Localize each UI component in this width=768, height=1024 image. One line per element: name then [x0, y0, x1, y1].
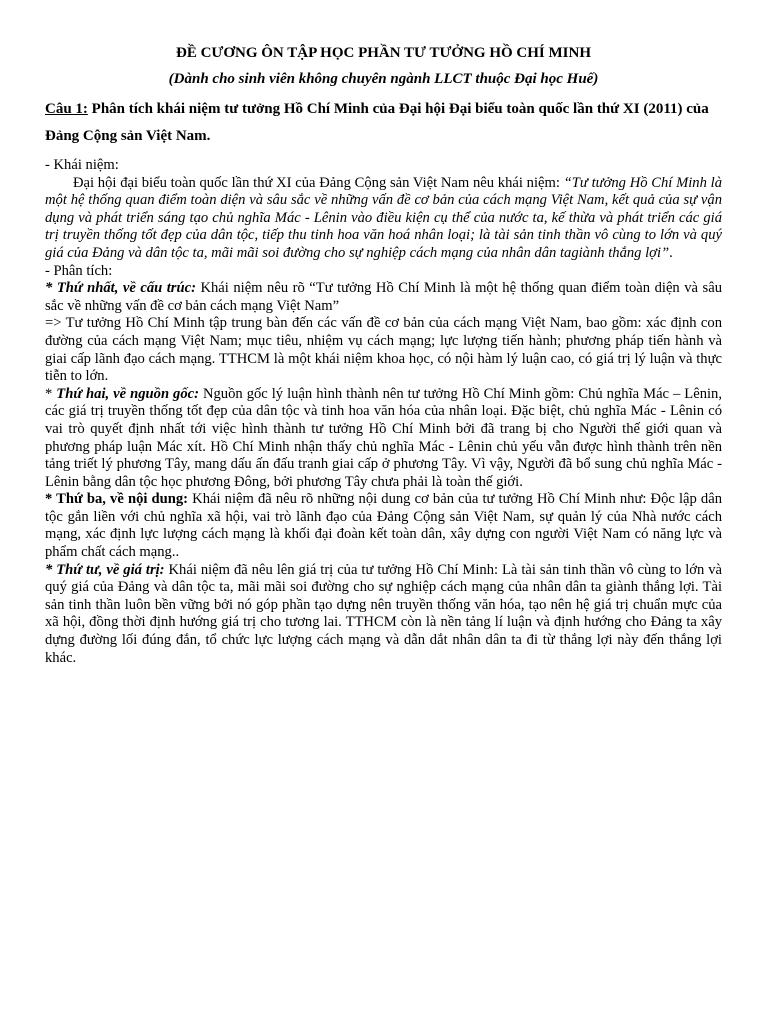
second-point-prefix: *: [45, 385, 57, 402]
fourth-point-label: * Thứ tư, về giá trị:: [45, 561, 165, 578]
question-text: Phân tích khái niệm tư tưởng Hồ Chí Minh của Đại hội Đại biểu toàn quốc lần thứ XI (2011) của Đảng Cộng sản Việt Nam.: [45, 101, 709, 144]
first-point-label: * Thứ nhất, về cấu trúc:: [45, 280, 196, 297]
third-point-text: Khái niệm đã nêu rõ những nội dung cơ bản của tư tưởng Hồ Chí Minh như: Độc lập dân tộc gắn liền với chủ nghĩa xã hội, vai trò lãnh đạo của Đảng Cộng sản Việt Nam, sự quản lý của Nhà nước cách mạng, xác định lực lượng cách mạng là khối đại đoàn kết toàn dân, xây dựng con người Việt Nam có năng lực và phẩm chất cách mạng..: [45, 491, 722, 561]
concept-quote: “Tư tưởng Hồ Chí Minh là một hệ thống quan điểm toàn diện và sâu sắc về những vấn đề cơ bản của cách mạng Việt Nam, kết quả của sự vận dụng và phát triển sáng tạo chủ nghĩa Mác - Lênin vào điều kiện cụ thể của nước ta, kế thừa và phát triển các giá trị truyền thống tốt đẹp của dân tộc, tiếp thu tinh hoa văn hoá nhân loại; là tài sản tinh thần vô cùng to lớn và quý giá của Đảng và dân tộc ta, mãi mãi soi đường cho sự nghiệp cách mạng của nhân dân tagiành thắng lợi”: [45, 174, 722, 261]
fourth-point-text: Khái niệm đã nêu lên giá trị của tư tưởng Hồ Chí Minh: Là tài sản tinh thần vô cùng to lớn và quý giá của Đảng và dân tộc ta, mãi mãi soi đường cho sự nghiệp cách mạng của nhân dân ta giành thắng lợi. Tài sản tinh thần luôn bền vững bởi nó góp phần tạo dựng nên truyền thống văn hóa, tạo nên hệ giá trị chuẩn mực của xã hội, đồng thời định hướng giá trị cho tương lai. TTHCM còn là nền tảng lí luận và định hướng cho Đảng ta xây dựng đường lối đúng đắn, tổ chức lực lượng cách mạng và dẫn dắt nhân dân ta đi từ thắng lợi này đến thắng lợi khác.: [45, 561, 722, 666]
document-subtitle: (Dành cho sinh viên không chuyên ngành LLCT thuộc Đại học Huế): [168, 71, 599, 87]
question-label: Câu 1:: [45, 101, 88, 117]
document-title: ĐỀ CƯƠNG ÔN TẬP HỌC PHẦN TƯ TƯỞNG HỒ CHÍ MINH: [175, 45, 592, 61]
fourth-point: [45, 562, 722, 668]
second-point-text: Nguồn gốc lý luận hình thành nên tư tưởng Hồ Chí Minh gồm: Chủ nghĩa Mác – Lênin, các giá trị truyền thống tốt đẹp của dân tộc và tinh hoa văn hóa của nhân loại. Đặc biệt, chủ nghĩa Mác - Lênin có vai trò quyết định nhất tới việc hình thành tư tưởng Hồ Chí Minh bởi đã trang bị cho Người thế giới quan và phương pháp luận Mác xít. Hồ Chí Minh nhận thấy chủ nghĩa Mác - Lênin chủ yếu vẫn được hình thành trên nền tảng triết lý phương Tây, mang dấu ấn đấu tranh giai cấp ở phương Tây. Vì vậy, Người đã bổ sung chủ nghĩa Mác - Lênin bằng dân tộc học phương Đông, bởi phương Tây chưa phải là toàn thế giới.: [45, 385, 722, 490]
second-point: [45, 386, 722, 492]
first-point-text: Khái niệm nêu rõ “Tư tưởng Hồ Chí Minh là một hệ thống quan điểm toàn diện và sâu sắc về những vấn đề cơ bản cách mạng Việt Nam”: [45, 280, 722, 314]
concept-heading: - Khái niệm:: [45, 157, 119, 173]
concept-paragraph: [45, 175, 722, 263]
first-point: [45, 280, 722, 315]
third-point-label: * Thứ ba, về nội dung:: [45, 491, 189, 508]
analysis-heading: - Phân tích:: [45, 262, 113, 279]
third-point: [45, 491, 722, 561]
first-point-followup: => Tư tưởng Hồ Chí Minh tập trung bàn đến các vấn đề cơ bản của cách mạng Việt Nam, bao gồm: xác định con đường của cách mạng Việt Nam; mục tiêu, nhiệm vụ cách mạng; lực lượng tiến hành; phương pháp tiến hành và giai cấp lãnh đạo cách mạng. TTHCM là một khái niệm khoa học, có nội hàm lý luận cao, có giá trị lý luận và thực tiễn to lớn.: [45, 315, 722, 385]
concept-intro: Đại hội đại biểu toàn quốc lần thứ XI của Đảng Cộng sản Việt Nam nêu khái niệm:: [73, 174, 564, 191]
concept-end: .: [669, 244, 673, 261]
question-heading: [45, 96, 722, 150]
second-point-label: Thứ hai, về nguồn gốc:: [56, 385, 199, 402]
